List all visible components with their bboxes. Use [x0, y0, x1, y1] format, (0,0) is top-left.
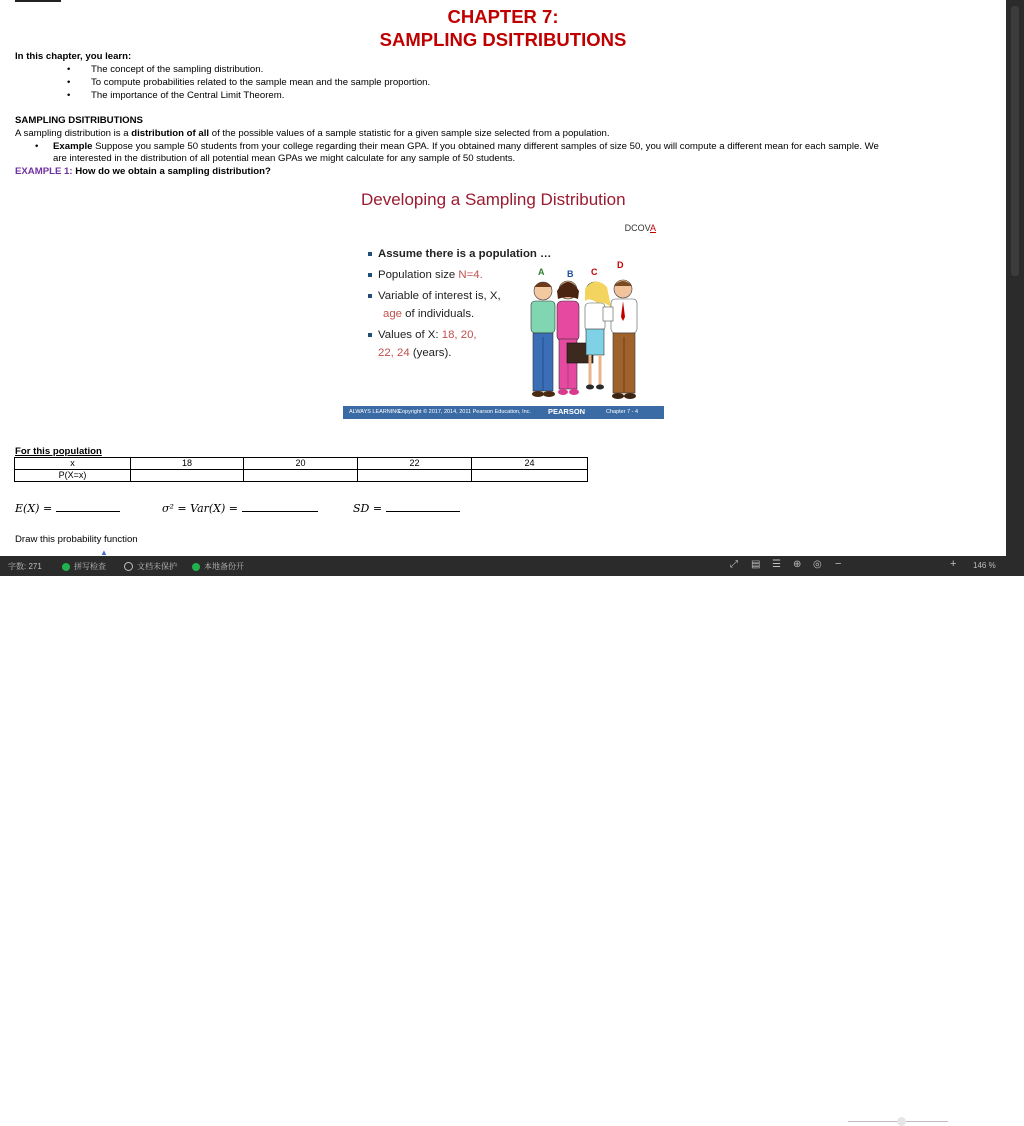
probability-table	[14, 457, 588, 482]
population-heading: For this population	[15, 446, 102, 457]
example-bullet: • Example Suppose you sample 50 students from your college regarding their mean GPA. If you obtained many different samples of size 50, you will compute a different mean for each sample. We	[35, 141, 879, 152]
web-view-icon[interactable]: ⊕	[793, 559, 802, 570]
population-people-illustration	[523, 277, 653, 403]
intro-bullet: • The concept of the sampling distribution.	[67, 64, 264, 75]
slide-bullet-continuation: 22, 24 (years).	[378, 347, 452, 359]
fullscreen-icon[interactable]: ⤢	[730, 559, 738, 570]
person-label-d: D	[617, 260, 624, 270]
zoom-level[interactable]: 146 %	[973, 561, 996, 570]
answer-blank[interactable]	[56, 510, 120, 512]
eye-protection-icon[interactable]: ◎	[813, 559, 822, 570]
footer-copyright: Copyright © 2017, 2014, 2011 Pearson Education, Inc.	[398, 409, 531, 415]
word-count[interactable]: 字数: 271	[8, 562, 42, 571]
answer-blank[interactable]	[386, 510, 460, 512]
slide-footer	[343, 406, 664, 419]
table-cell: P(X=x)	[15, 470, 131, 482]
expected-value-formula: E(X) =	[15, 502, 120, 515]
intro-heading: In this chapter, you learn:	[15, 51, 132, 62]
shield-icon	[124, 562, 133, 571]
check-icon	[192, 563, 200, 571]
intro-bullet: • To compute probabilities related to the sample mean and the sample proportion.	[67, 77, 431, 88]
slide-bullet: Assume there is a population …	[368, 247, 551, 261]
variance-formula: σ² = Var(X) =	[162, 502, 318, 515]
table-cell: 22	[358, 458, 472, 470]
definition-text: A sampling distribution is a distribution of all of the possible values of a sample statistic for a given sample size selected from a population.	[15, 128, 610, 139]
table-cell: 20	[244, 458, 358, 470]
status-bar	[0, 556, 1024, 576]
read-mode-icon[interactable]: ▤	[751, 559, 761, 570]
zoom-slider-handle[interactable]	[897, 1117, 906, 1126]
dcova-label: DCOVA	[624, 223, 656, 233]
footer-brand: PEARSON	[548, 407, 586, 416]
vertical-scrollbar[interactable]	[1006, 0, 1024, 556]
text-cursor-marker: ▲	[100, 548, 108, 556]
example-continuation: are interested in the distribution of all potential mean GPAs we might calculate for any sample of 50 students.	[53, 153, 516, 164]
page-view-icon[interactable]: ☰	[772, 559, 781, 570]
table-cell: 18	[131, 458, 244, 470]
document-page	[0, 0, 1006, 556]
table-cell[interactable]	[131, 470, 244, 482]
previous-page-remnant	[15, 0, 61, 2]
check-icon	[62, 563, 70, 571]
table-cell: 24	[472, 458, 588, 470]
slide-bullet-continuation: age of individuals.	[383, 308, 475, 320]
answer-blank[interactable]	[242, 510, 318, 512]
zoom-in-button[interactable]: +	[950, 558, 957, 570]
person-label-b: B	[567, 269, 574, 279]
slide-title: Developing a Sampling Distribution	[361, 190, 626, 209]
slide-bullet: Values of X: 18, 20,	[368, 328, 477, 342]
footer-chapter: Chapter 7 - 4	[606, 409, 639, 415]
example1-question: EXAMPLE 1: How do we obtain a sampling distribution?	[15, 166, 271, 177]
table-row	[15, 458, 588, 470]
table-row	[15, 470, 588, 482]
scrollbar-thumb[interactable]	[1011, 6, 1019, 276]
table-cell: x	[15, 458, 131, 470]
local-backup-status[interactable]: 本地备份开	[192, 561, 244, 572]
document-protection-status[interactable]: 文档未保护	[124, 561, 177, 572]
draw-instruction: Draw this probability function	[15, 534, 138, 545]
spell-check-status[interactable]: 拼写检查	[62, 561, 106, 572]
chapter-number: CHAPTER 7:	[447, 6, 559, 27]
slide-bullet: Variable of interest is, X,	[368, 289, 501, 303]
sd-formula: SD =	[353, 502, 460, 515]
embedded-slide	[341, 183, 664, 419]
person-label-c: C	[591, 267, 598, 277]
footer-left-text: ALWAYS LEARNING	[349, 409, 401, 415]
chapter-title: SAMPLING DSITRIBUTIONS	[379, 29, 627, 50]
zoom-out-button[interactable]: −	[835, 558, 842, 570]
table-cell[interactable]	[244, 470, 358, 482]
slide-bullet: Population size N=4.	[368, 268, 483, 282]
person-label-a: A	[538, 267, 545, 277]
table-cell[interactable]	[472, 470, 588, 482]
section-heading: SAMPLING DSITRIBUTIONS	[15, 115, 143, 126]
intro-bullet: • The importance of the Central Limit Theorem.	[67, 90, 285, 101]
table-cell[interactable]	[358, 470, 472, 482]
